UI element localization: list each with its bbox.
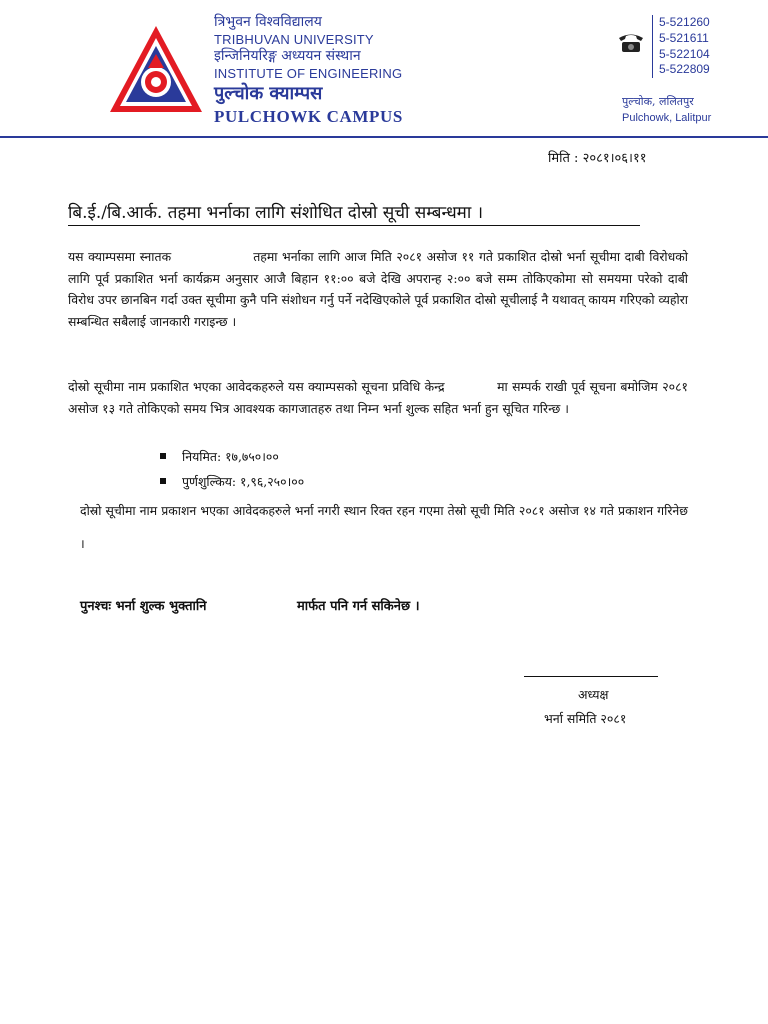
phone-number: 5-521260 [659, 15, 710, 29]
signature-line [524, 676, 658, 677]
notice-paragraph-1: यस क्याम्पसमा स्नातक तहमा भर्नाका लागि आज मिति २०८१ असोज ११ गते प्रकाशित दोस्रो भर्ना सूचीमा दाबी विरोधको लागि पूर्व प्रकाशित भर्ना कार्यक्रम अनुसार आजै बिहान ११:०० बजे देखि अपरान्ह २:०० बजे सम्म तोकिएकोमा सो समयमा परेको दाबी विरोध उपर छानबिन गर्दा उक्त सूचीमा कुनै पनि संशोधन गर्नु पर्ने नदेखिएकोले पूर्व प्रकाशित दोस्रो सूचीलाई नै यथावत् कायम गरिएको व्यहोरा सम्बन्धित सबैलाई जानकारी गराइन्छ । [68, 249, 692, 329]
fee-item-full [160, 469, 304, 494]
fee-item-regular [160, 444, 304, 469]
notice-paragraph-2: दोस्रो सूचीमा नाम प्रकाशित भएका आवेदकहरुले यस क्याम्पसको सूचना प्रविधि केन्द्र मा सम्पर्क राखी पूर्व सूचना बमोजिम २०८१ असोज १३ गते तोकिएको समय भित्र आवश्यक कागजातहरु तथा निम्न भर्ना शुल्क सहित भर्ना हुन सूचित गरिन्छ । [68, 379, 692, 416]
fee-label: पुर्णशुल्किय: १,९६,२५०।०० [182, 474, 305, 489]
bullet-icon [160, 478, 166, 484]
institute-name-nepali: इन्जिनियरिङ्ग अध्ययन संस्थान [214, 48, 361, 64]
university-name-nepali: त्रिभुवन विश्वविद्यालय [214, 14, 322, 30]
campus-name-english: PULCHOWK CAMPUS [214, 107, 403, 126]
address-english: Pulchowk, Lalitpur [622, 112, 712, 124]
organization-heading [214, 14, 403, 128]
phone-number: 5-522104 [659, 46, 710, 61]
signatory-title: अध्यक्ष [578, 687, 609, 702]
bullet-icon [160, 453, 166, 459]
telephone-icon [616, 31, 646, 53]
campus-name-nepali: पुल्चोक क्याम्पस [214, 83, 323, 104]
notice-date: मिति : २०८१।०६।११ [548, 151, 647, 166]
university-logo [108, 24, 204, 116]
phone-numbers [652, 15, 710, 78]
address-nepali: पुल्चोक, ललितपुर [622, 95, 694, 108]
phone-number: 5-522809 [659, 62, 710, 77]
campus-address [622, 94, 711, 126]
phone-number: 5-521611 [659, 30, 709, 45]
university-name-english: TRIBHUVAN UNIVERSITY [214, 32, 374, 47]
notice-title: बि.ई./बि.आर्क. तहमा भर्नाका लागि संशोधित दोस्रो सूची सम्बन्धमा । [68, 200, 640, 226]
institute-name-english: INSTITUTE OF ENGINEERING [214, 66, 403, 81]
notice-paragraph-3: दोस्रो सूचीमा नाम प्रकाशन भएका आवेदकहरुले भर्ना नगरी स्थान रिक्त रहन गएमा तेस्रो सूची मिति २०८१ असोज १४ गते प्रकाशन गरिनेछ । [80, 503, 688, 551]
notice-postscript: पुनश्चः भर्ना शुल्क भुक्तानि मार्फत पनि गर्न सकिनेछ । [80, 599, 420, 614]
signatory-committee: भर्ना समिति २०८१ [544, 711, 627, 726]
header-divider [0, 136, 768, 138]
fee-label: नियमित: १७,७५०।०० [182, 449, 279, 464]
fee-list [160, 444, 304, 494]
